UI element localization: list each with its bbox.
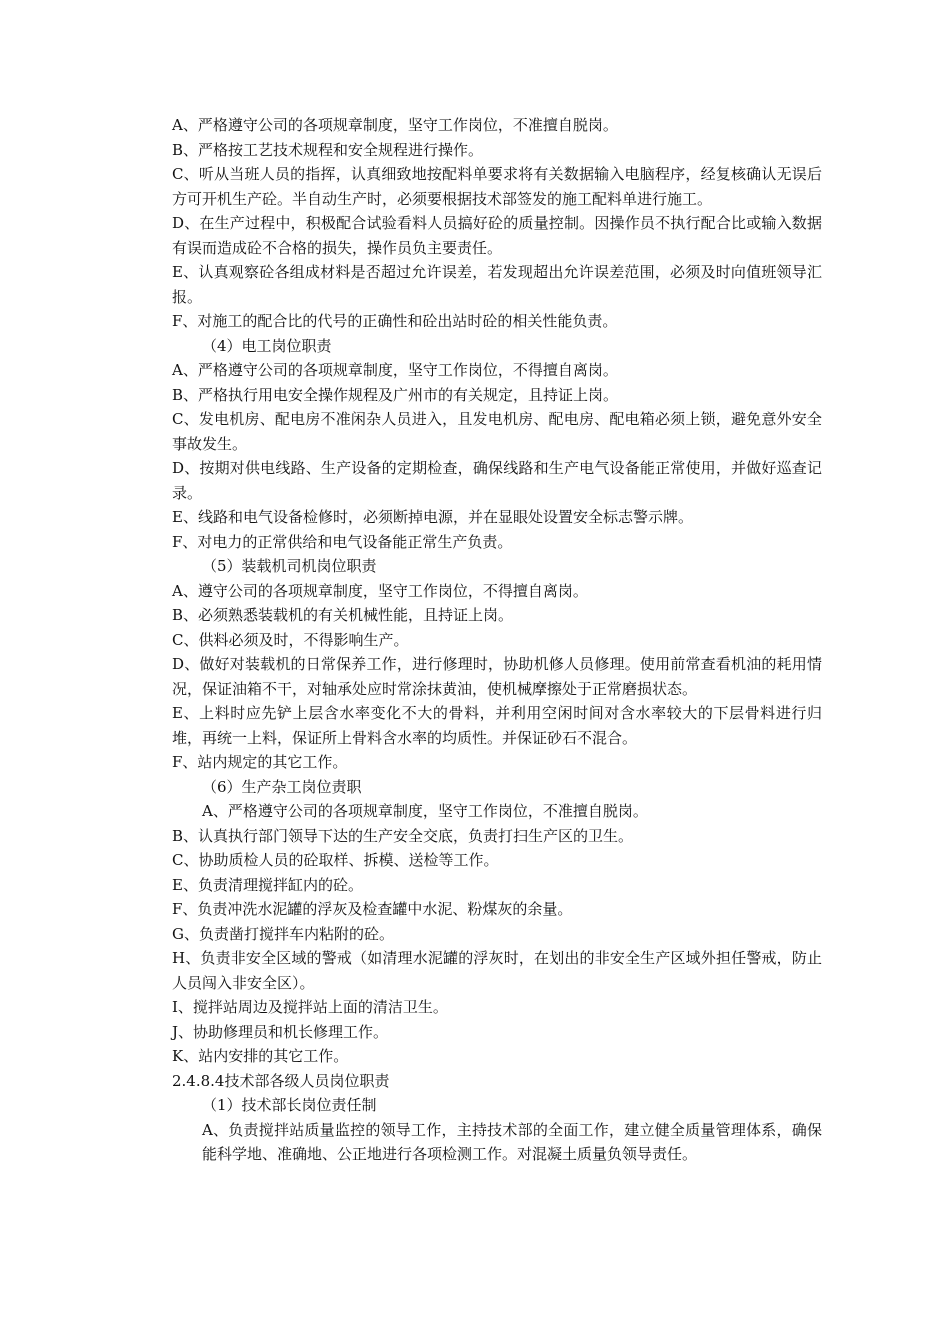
section-heading-electrician: （4）电工岗位职责 — [202, 336, 332, 355]
paragraph-0: A、严格遵守公司的各项规章制度，坚守工作岗位，不准擅自脱岗。 — [172, 116, 618, 134]
paragraph-17: D、做好对装载机的日常保养工作，进行修理时，协助机修人员修理。使用前常查看机油的耗用情况，保证油箱不干，对轴承处应时常涂抹黄油，使机械摩擦处于正常磨损状态。 — [172, 655, 822, 698]
paragraph-24: E、负责清理搅拌缸内的砼。 — [172, 875, 363, 894]
paragraph-5: F、对施工的配合比的代号的正确性和砼出站时砼的相关性能负责。 — [172, 312, 618, 330]
paragraph-19: F、站内规定的其它工作。 — [172, 753, 348, 771]
paragraph-15: B、必须熟悉装载机的有关机械性能，且持证上岗。 — [172, 606, 514, 624]
paragraph-23: C、协助质检人员的砼取样、拆模、送检等工作。 — [172, 851, 499, 869]
section-heading-loader-driver: （5）装载机司机岗位职责 — [202, 557, 377, 575]
paragraph-30: K、站内安排的其它工作。 — [172, 1047, 349, 1065]
paragraph-10: D、按期对供电线路、生产设备的定期检查，确保线路和生产电气设备能正常使用，并做好巡查记录。 — [172, 459, 822, 502]
section-heading-tech-director: （1）技术部长岗位责任制 — [202, 1096, 377, 1114]
document-body — [172, 113, 822, 1167]
paragraph-22: B、认真执行部门领导下达的生产安全交底，负责打扫生产区的卫生。 — [172, 826, 634, 845]
section-heading-production-worker: （6）生产杂工岗位责职 — [202, 777, 362, 796]
paragraph-26: G、负责凿打搅拌车内粘附的砼。 — [172, 924, 394, 943]
paragraph-28: I、搅拌站周边及搅拌站上面的清洁卫生。 — [172, 998, 448, 1016]
paragraph-27: H、负责非安全区域的警戒（如清理水泥罐的浮灰时，在划出的非安全生产区域外担任警戒，防止人员闯入非安全区）。 — [172, 949, 822, 992]
paragraph-14: A、遵守公司的各项规章制度，坚守工作岗位，不得擅自离岗。 — [172, 581, 588, 600]
paragraph-9: C、发电机房、配电房不准闲杂人员进入，且发电机房、配电房、配电箱必须上锁，避免意外安全事故发生。 — [172, 410, 822, 453]
paragraph-21: A、严格遵守公司的各项规章制度，坚守工作岗位，不准擅自脱岗。 — [202, 802, 648, 820]
paragraph-11: E、线路和电气设备检修时，必须断掉电源，并在显眼处设置安全标志警示牌。 — [172, 508, 693, 526]
paragraph-8: B、严格执行用电安全操作规程及广州市的有关规定，且持证上岗。 — [172, 385, 619, 404]
paragraph-2: C、听从当班人员的指挥，认真细致地按配料单要求将有关数据输入电脑程序，经复核确认无误后方可开机生产砼。半自动生产时，必须要根据技术部签发的施工配料单进行施工。 — [172, 165, 822, 208]
section-heading-technical-dept: 2.4.8.4技术部各级人员岗位职责 — [172, 1071, 390, 1090]
paragraph-1: B、严格按工艺技术规程和安全规程进行操作。 — [172, 140, 484, 159]
paragraph-16: C、供料必须及时，不得影响生产。 — [172, 630, 409, 649]
paragraph-7: A、严格遵守公司的各项规章制度，坚守工作岗位，不得擅自离岗。 — [172, 361, 618, 379]
paragraph-18: E、上料时应先铲上层含水率变化不大的骨料，并利用空闲时间对含水率较大的下层骨料进行归堆，再统一上料，保证所上骨料含水率的均质性。并保证砂石不混合。 — [172, 704, 822, 747]
paragraph-29: J、协助修理员和机长修理工作。 — [172, 1022, 389, 1041]
paragraph-33: A、负责搅拌站质量监控的领导工作，主持技术部的全面工作，建立健全质量管理体系，确保能科学地、准确地、公正地进行各项检测工作。对混凝土质量负领导责任。 — [202, 1120, 822, 1163]
paragraph-25: F、负责冲洗水泥罐的浮灰及检查罐中水泥、粉煤灰的余量。 — [172, 900, 573, 918]
paragraph-3: D、在生产过程中，积极配合试验看料人员搞好砼的质量控制。因操作员不执行配合比或输入数据有误而造成砼不合格的损失，操作员负主要责任。 — [172, 214, 822, 257]
paragraph-4: E、认真观察砼各组成材料是否超过允许误差，若发现超出允许误差范围，必须及时向值班领导汇报。 — [172, 263, 822, 306]
paragraph-12: F、对电力的正常供给和电气设备能正常生产负责。 — [172, 532, 513, 551]
